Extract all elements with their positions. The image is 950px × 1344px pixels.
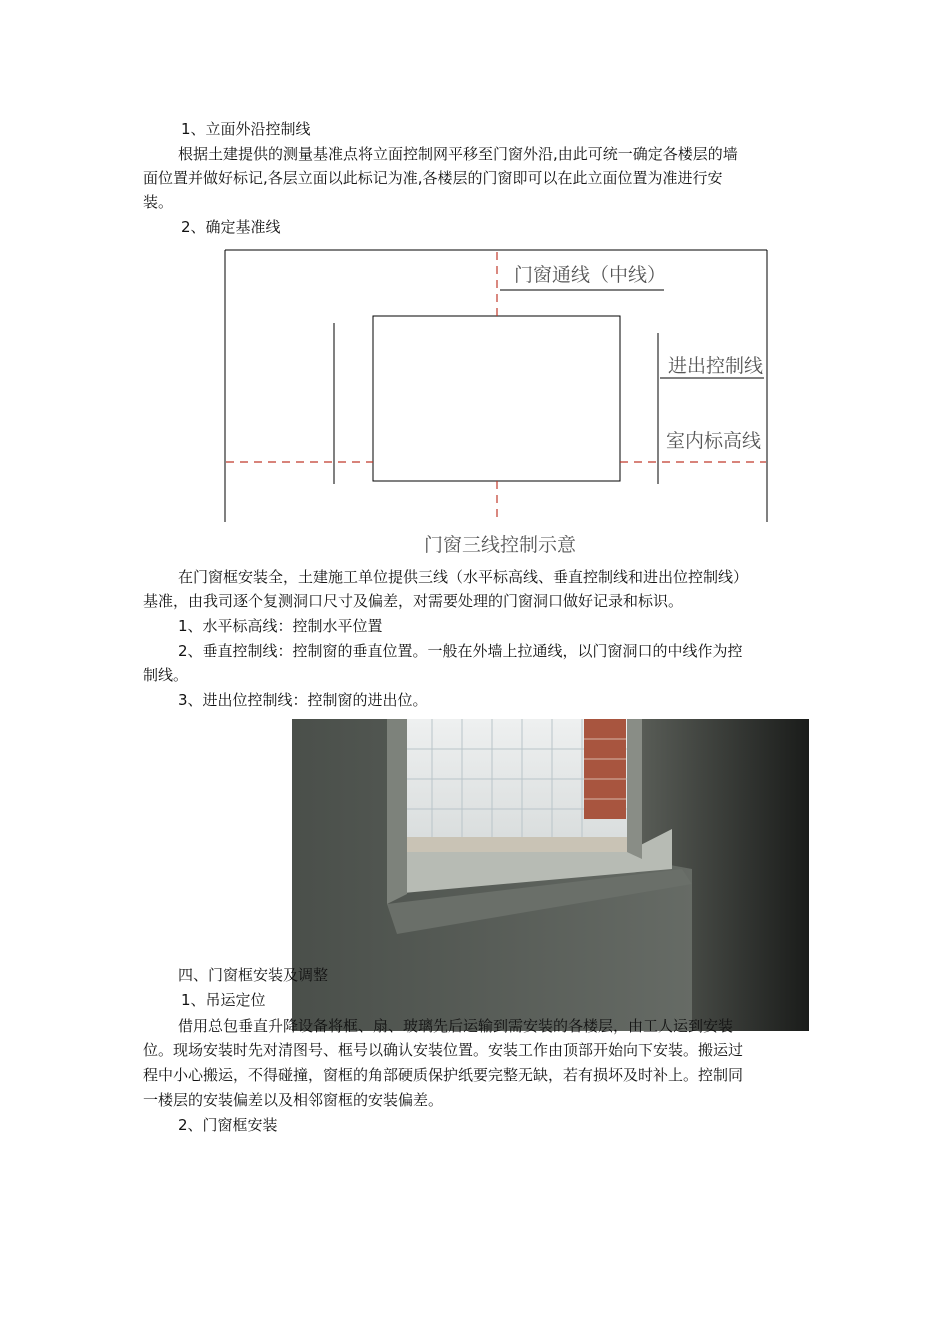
list-item-continued: 制线。 <box>143 666 189 684</box>
paragraph-line: 程中小心搬运，不得碰撞，窗框的角部硬质保护纸要完整无缺，若有损坏及时补上。控制同 <box>143 1066 744 1084</box>
window-opening-rect <box>373 316 620 481</box>
subsection-heading: 1、吊运定位 <box>181 991 266 1009</box>
paragraph-line: 借用总包垂直升降设备将框、扇、玻璃先后运输到需安装的各楼层，由工人运到安装 <box>178 1017 734 1035</box>
paragraph-line: 位。现场安装时先对清图号、框号以确认安装位置。安装工作由顶部开始向下安装。搬运过 <box>143 1041 744 1059</box>
subsection-heading: 2、门窗框安装 <box>178 1116 278 1134</box>
list-item: 3、进出位控制线：控制窗的进出位。 <box>178 691 428 709</box>
section-heading-4: 四、门窗框安装及调整 <box>178 966 329 984</box>
list-item: 1、水平标高线：控制水平位置 <box>178 617 383 635</box>
section-heading-2: 2、确定基准线 <box>181 218 281 236</box>
paragraph-line: 面位置并做好标记,各层立面以此标记为准,各楼层的门窗即可以在此立面位置为准进行安 <box>143 169 723 187</box>
label-center-line: 门窗通线（中线） <box>514 264 667 286</box>
paragraph-line: 根据土建提供的测量基准点将立面控制网平移至门窗外沿,由此可统一确定各楼层的墙 <box>178 145 738 163</box>
label-inout-line: 进出控制线 <box>668 355 764 377</box>
label-level-line: 室内标高线 <box>666 430 762 452</box>
paragraph-line: 装。 <box>143 193 174 211</box>
list-item: 2、垂直控制线：控制窗的垂直位置。一般在外墙上拉通线，以门窗洞口的中线作为控 <box>178 642 743 660</box>
paragraph-line: 在门窗框安装全，土建施工单位提供三线（水平标高线、垂直控制线和进出位控制线） <box>178 568 749 586</box>
diagram-caption: 门窗三线控制示意 <box>424 534 577 556</box>
paragraph-line: 基准，由我司逐个复测洞口尺寸及偏差，对需要处理的门窗洞口做好记录和标识。 <box>143 592 684 610</box>
three-line-control-diagram <box>0 0 950 560</box>
paragraph-line: 一楼层的安装偏差以及相邻窗框的安装偏差。 <box>143 1091 444 1109</box>
section-heading-1: 1、立面外沿控制线 <box>181 120 311 138</box>
